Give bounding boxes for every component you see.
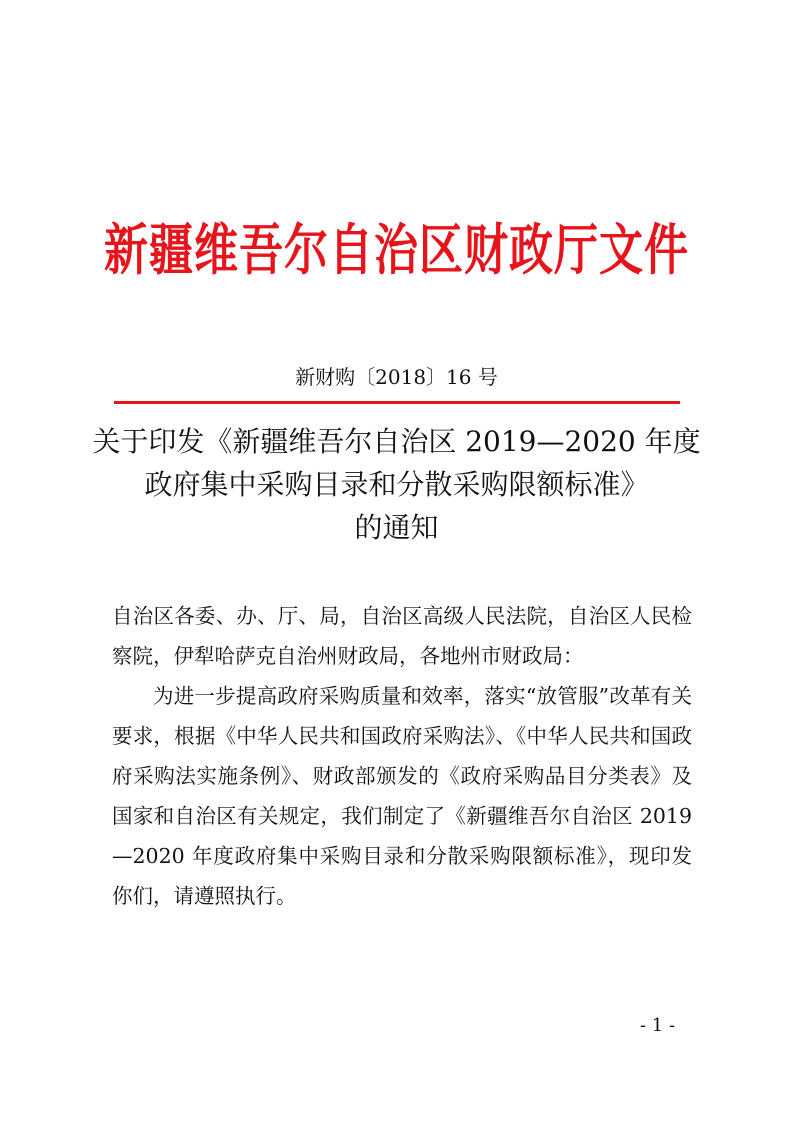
- notice-title-line-1: 关于印发《新疆维吾尔自治区 2019—2020 年度: [92, 425, 701, 458]
- page-number: - 1 -: [640, 1015, 676, 1036]
- document-number: 新财购〔2018〕16 号: [295, 365, 498, 389]
- red-divider-line: [114, 401, 680, 404]
- notice-title-line-2: 政府集中采购目录和分散采购限额标准》: [144, 468, 649, 501]
- body-paragraph-1: 为进一步提高政府采购质量和效率，落实“放管服”改革有关要求，根据《中华人民共和国政府采购法》、《中华人民共和国政府采购法实施条例》、财政部颁发的《政府采购品目分类表》及国家和自治区有关规定，我们制定了《新疆维吾尔自治区 2019—2020 年度政府集中采购目录和分散采购限额标准》，现印发你们，请遵照执行。: [112, 684, 692, 908]
- notice-body: [112, 596, 692, 916]
- addressee-paragraph: 自治区各委、办、厅、局，自治区高级人民法院，自治区人民检察院，伊犁哈萨克自治州财政局，各地州市财政局：: [112, 604, 692, 668]
- masthead-title: 新疆维吾尔自治区财政厅文件: [104, 218, 689, 283]
- notice-title: [90, 420, 703, 549]
- notice-title-line-3: 的通知: [354, 511, 439, 544]
